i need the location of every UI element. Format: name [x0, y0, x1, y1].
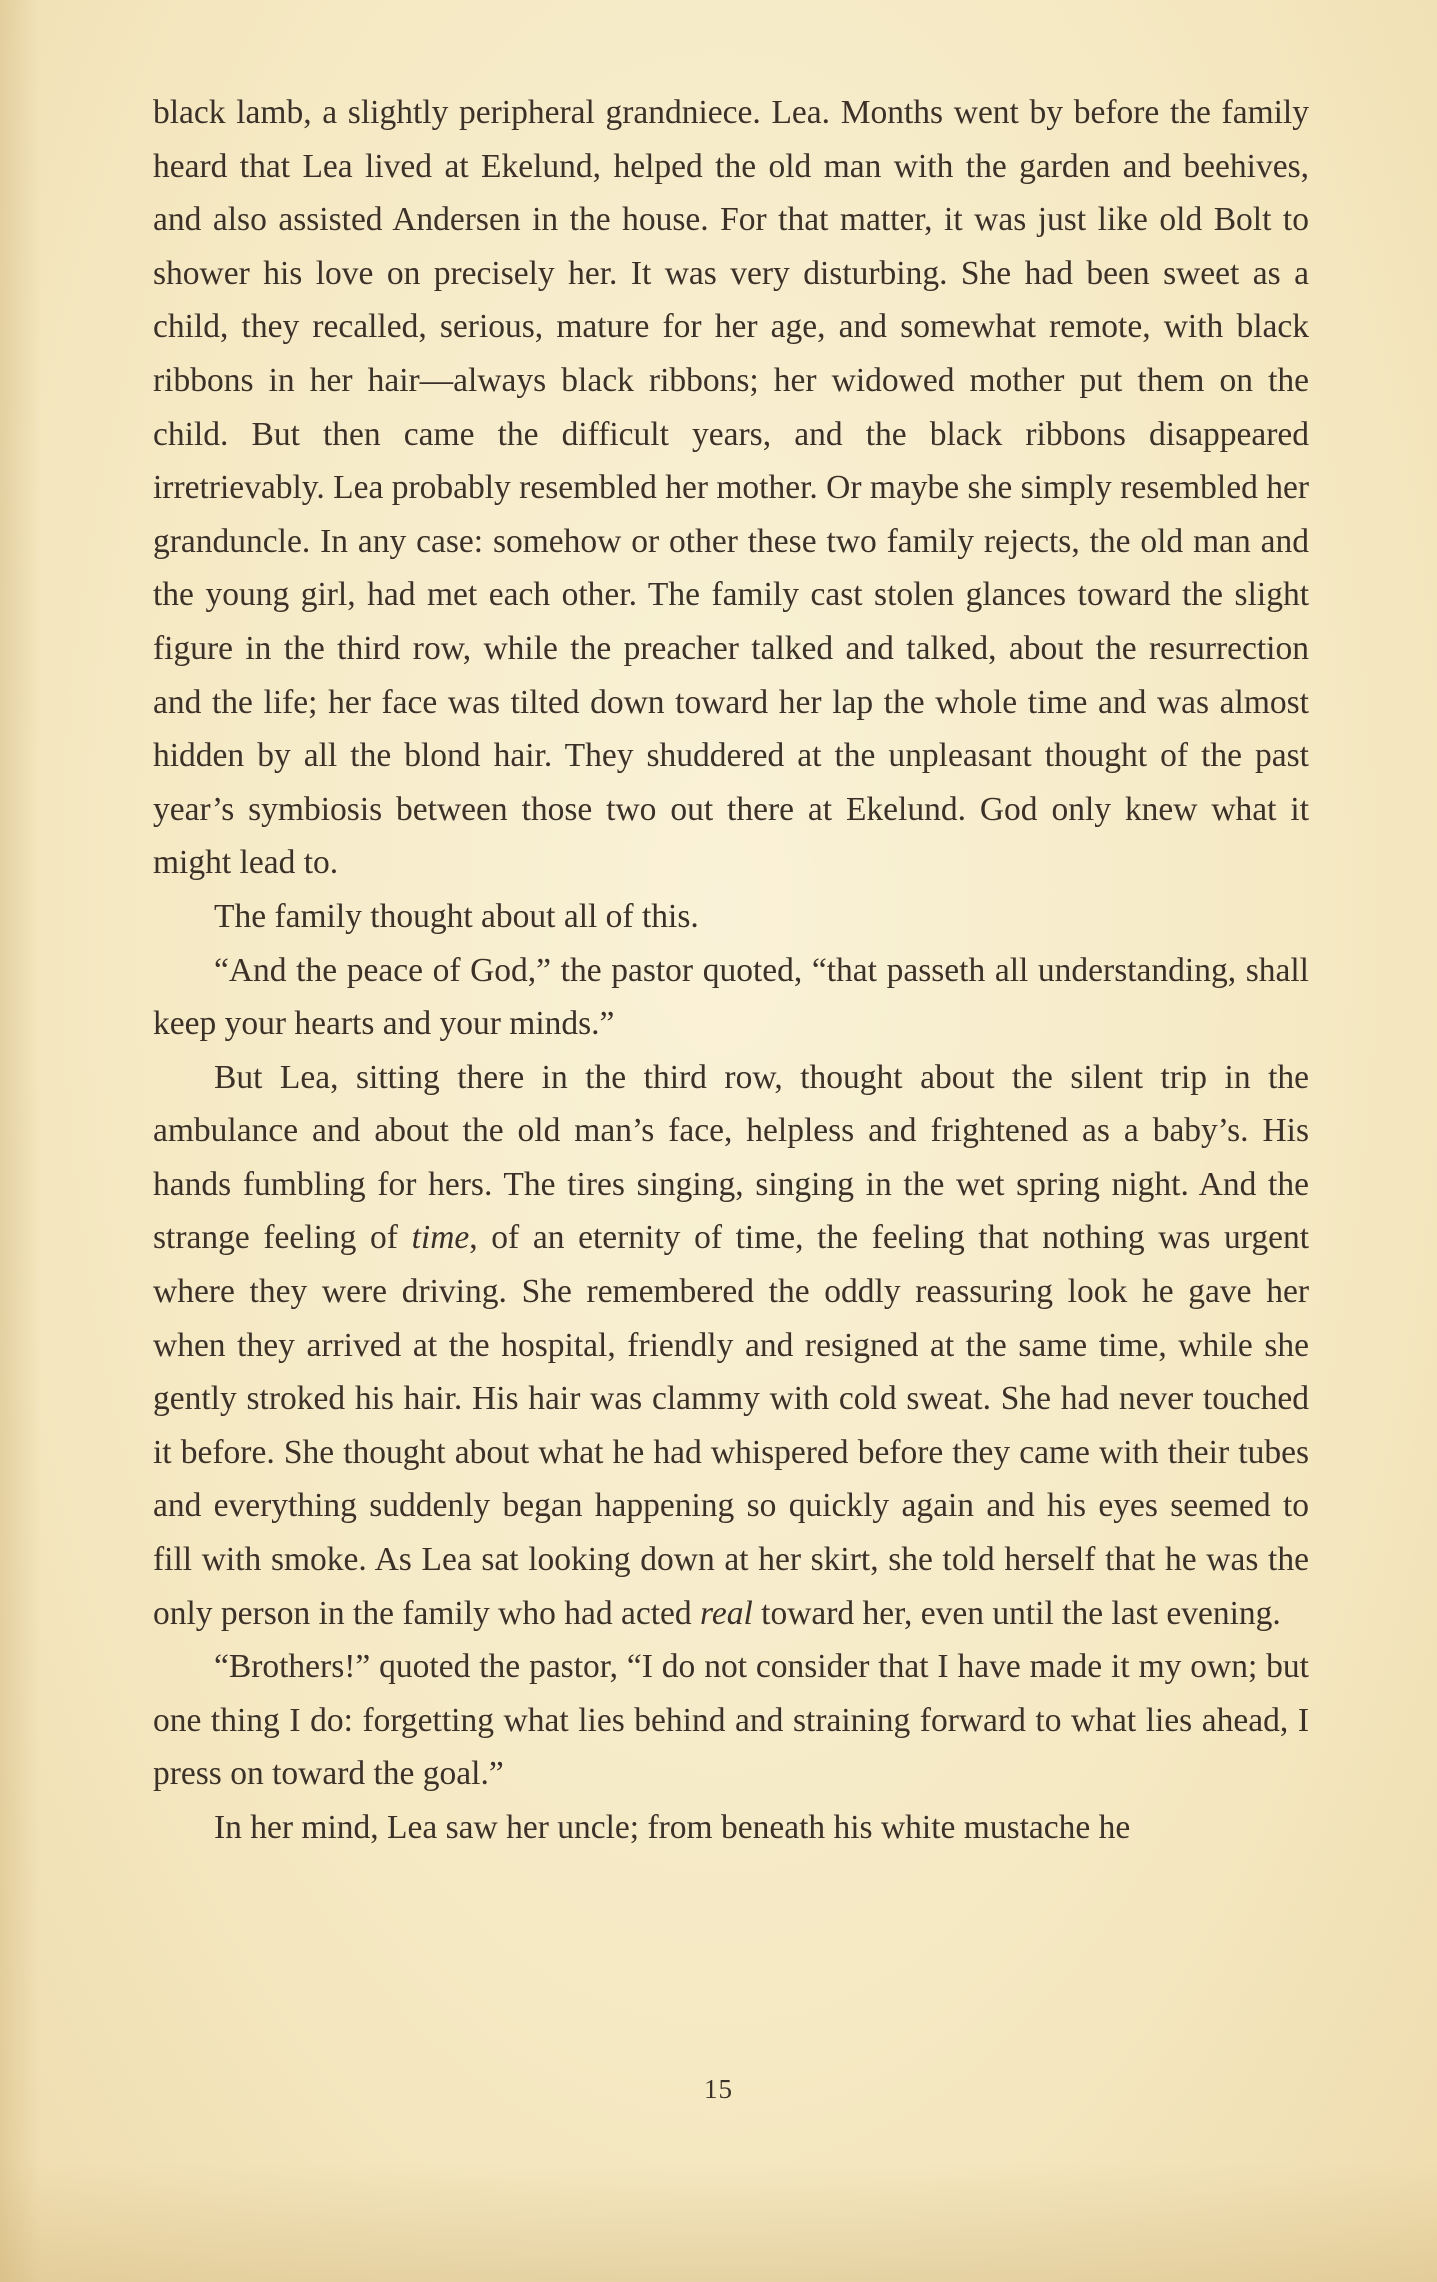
paragraph-3	[153, 944, 1309, 1051]
paragraph-2	[153, 890, 1309, 944]
paragraph-4	[153, 1051, 1309, 1641]
paragraph-6-text: In her mind, Lea saw her uncle; from beneath his white mustache he	[214, 1809, 1131, 1846]
paragraph-4-text-c: toward her, even until the last evening.	[752, 1594, 1281, 1632]
paragraph-2-text: The family thought about all of this.	[214, 897, 699, 935]
paragraph-1	[153, 86, 1309, 890]
paragraph-4-italic-time: time	[411, 1219, 470, 1257]
paragraph-3-text: “And the peace of God,” the pastor quoted, “that passeth all understanding, shall keep your hearts and your minds.”	[153, 951, 1309, 1043]
paragraph-5-text: “Brothers!” quoted the pastor, “I do not consider that I have made it my own; but one thing I do: forgetting what lies behind and straining forward to what lies ahead, I press on toward the goal.”	[153, 1648, 1309, 1793]
paragraph-4-text-b: , of an eternity of time, the feeling that nothing was urgent where they were driving. She remembered the oddly reassuring look he gave her when they arrived at the hospital, friendly and resigned at the same time, while she gently stroked his hair. His hair was clammy with cold sweat. She had never touched it before. She thought about what he had whispered before they came with their tubes and everything suddenly began happening so quickly again and his eyes seemed to fill with smoke. As Lea sat looking down at her skirt, she told herself that he was the only person in the family who had acted	[153, 1219, 1309, 1632]
page-number: 15	[704, 2074, 733, 2104]
paragraph-5	[153, 1640, 1309, 1801]
body-text	[153, 86, 1309, 1855]
paragraph-4-italic-real: real	[700, 1594, 753, 1632]
paragraph-1-text: black lamb, a slightly peripheral grandniece. Lea. Months went by before the family heard that Lea lived at Ekelund, helped the old man with the garden and beehives, and also assisted Andersen in the house. For that matter, it was just like old Bolt to shower his love on precisely her. It was very disturbing. She had been sweet as a child, they recalled, serious, mature for her age, and somewhat remote, with black ribbons in her hair—always black ribbons; her widowed mother put them on the child. But then came the difficult years, and the black ribbons disappeared irretrievably. Lea probably resembled her mother. Or maybe she simply resembled her granduncle. In any case: somehow or other these two family rejects, the old man and the young girl, had met each other. The family cast stolen glances toward the slight figure in the third row, while the preacher talked and talked, about the resurrection and the life; her face was tilted down toward her lap the whole time and was almost hidden by all the blond hair. They shuddered at the unpleasant thought of the past year’s symbiosis between those two out there at Ekelund. God only knew what it might lead to.	[153, 94, 1309, 882]
page-shadow-left	[0, 0, 40, 2282]
page-shadow-bottom	[0, 2162, 1437, 2282]
paragraph-4-text-a: But Lea, sitting there in the third row, thought about the silent trip in the ambulance and about the old man’s face, helpless and frightened as a baby’s. His hands fumbling for hers. The tires singing, singing in the wet spring night. And the strange feeling of	[153, 1058, 1309, 1257]
paragraph-6	[153, 1801, 1309, 1855]
